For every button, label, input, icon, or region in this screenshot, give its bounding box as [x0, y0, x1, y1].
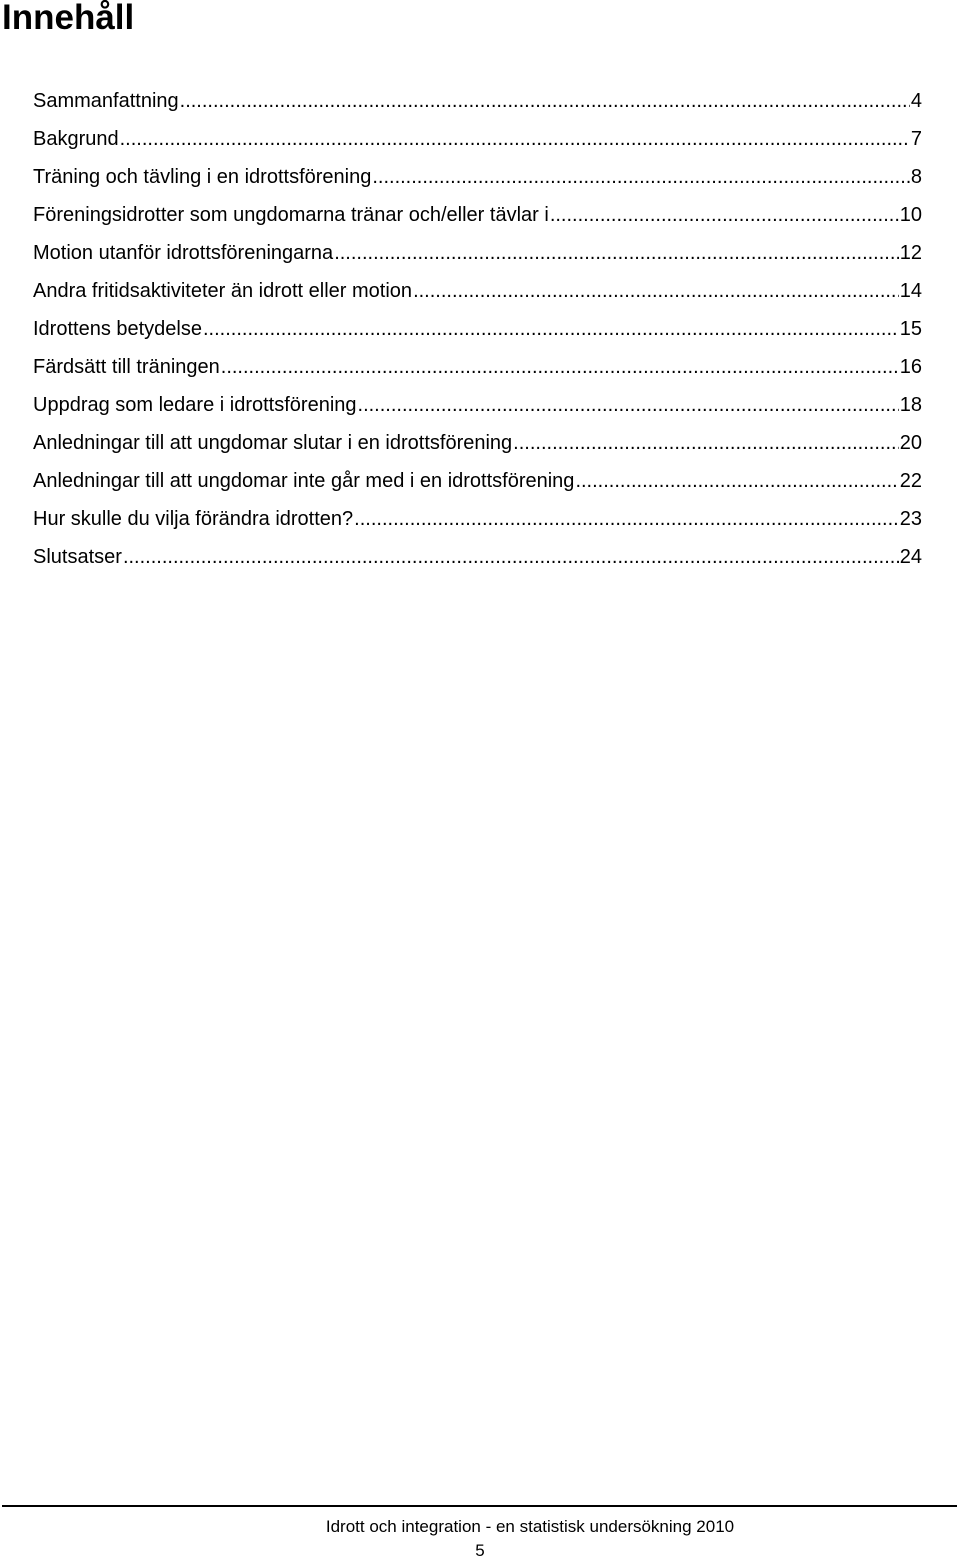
toc-dot-leader	[575, 462, 898, 500]
table-of-contents	[33, 82, 922, 576]
toc-entry-page: 18	[899, 394, 922, 416]
toc-dot-leader	[550, 196, 899, 234]
toc-entry-page: 4	[910, 90, 922, 112]
toc-entry-page: 22	[899, 470, 922, 492]
footer-page-number: 5	[475, 1541, 485, 1560]
toc-entry-label: Hur skulle du vilja förändra idrotten?	[33, 508, 354, 530]
toc-entry-page: 23	[899, 508, 922, 530]
toc-entry-label: Uppdrag som ledare i idrottsförening	[33, 394, 357, 416]
toc-entry-page: 7	[910, 128, 922, 150]
toc-dot-leader	[123, 538, 899, 576]
toc-entry-foreningsidrotter[interactable]	[33, 196, 922, 234]
toc-dot-leader	[413, 272, 899, 310]
toc-entry-bakgrund[interactable]	[33, 120, 922, 158]
toc-entry-page: 15	[899, 318, 922, 340]
toc-entry-uppdrag-som-ledare[interactable]	[33, 386, 922, 424]
toc-dot-leader	[221, 348, 899, 386]
toc-entry-anledningar-inte-gar-med[interactable]	[33, 462, 922, 500]
toc-entry-label: Slutsatser	[33, 546, 122, 568]
toc-dot-leader	[334, 234, 899, 272]
toc-entry-page: 14	[899, 280, 922, 302]
toc-entry-label: Bakgrund	[33, 128, 119, 150]
toc-entry-page: 8	[910, 166, 922, 188]
toc-entry-label: Färdsätt till träningen	[33, 356, 220, 378]
toc-dot-leader	[354, 500, 899, 538]
toc-entry-label: Föreningsidrotter som ungdomarna tränar och/eller tävlar i	[33, 204, 549, 226]
toc-entry-motion-utanfor[interactable]	[33, 234, 922, 272]
toc-entry-sammanfattning[interactable]	[33, 82, 922, 120]
toc-entry-page: 20	[899, 432, 922, 454]
toc-entry-idrottens-betydelse[interactable]	[33, 310, 922, 348]
toc-entry-label: Anledningar till att ungdomar slutar i en idrottsförening	[33, 432, 513, 454]
toc-entry-andra-fritidsaktiviteter[interactable]	[33, 272, 922, 310]
toc-entry-fardsatt[interactable]	[33, 348, 922, 386]
toc-dot-leader	[180, 82, 910, 120]
toc-dot-leader	[203, 310, 899, 348]
footer-divider	[2, 1505, 957, 1507]
toc-entry-page: 24	[899, 546, 922, 568]
toc-dot-leader	[513, 424, 899, 462]
toc-entry-anledningar-slutar[interactable]	[33, 424, 922, 462]
toc-entry-slutsatser[interactable]	[33, 538, 922, 576]
footer-title	[0, 1515, 960, 1539]
toc-entry-page: 10	[899, 204, 922, 226]
toc-entry-page: 12	[899, 242, 922, 264]
toc-entry-traning-och-tavling[interactable]	[33, 158, 922, 196]
footer-title-text: Idrott och integration - en statistisk undersökning 2010	[325, 1517, 735, 1536]
toc-entry-page: 16	[899, 356, 922, 378]
toc-entry-forandra-idrotten[interactable]	[33, 500, 922, 538]
page-title: Innehåll	[2, 0, 135, 37]
toc-entry-label: Sammanfattning	[33, 90, 179, 112]
toc-entry-label: Idrottens betydelse	[33, 318, 202, 340]
toc-entry-label: Anledningar till att ungdomar inte går med i en idrottsförening	[33, 470, 575, 492]
toc-dot-leader	[372, 158, 910, 196]
toc-dot-leader	[120, 120, 910, 158]
toc-entry-label: Motion utanför idrottsföreningarna	[33, 242, 334, 264]
toc-entry-label: Andra fritidsaktiviteter än idrott eller motion	[33, 280, 413, 302]
toc-entry-label: Träning och tävling i en idrottsförening	[33, 166, 372, 188]
toc-dot-leader	[358, 386, 899, 424]
